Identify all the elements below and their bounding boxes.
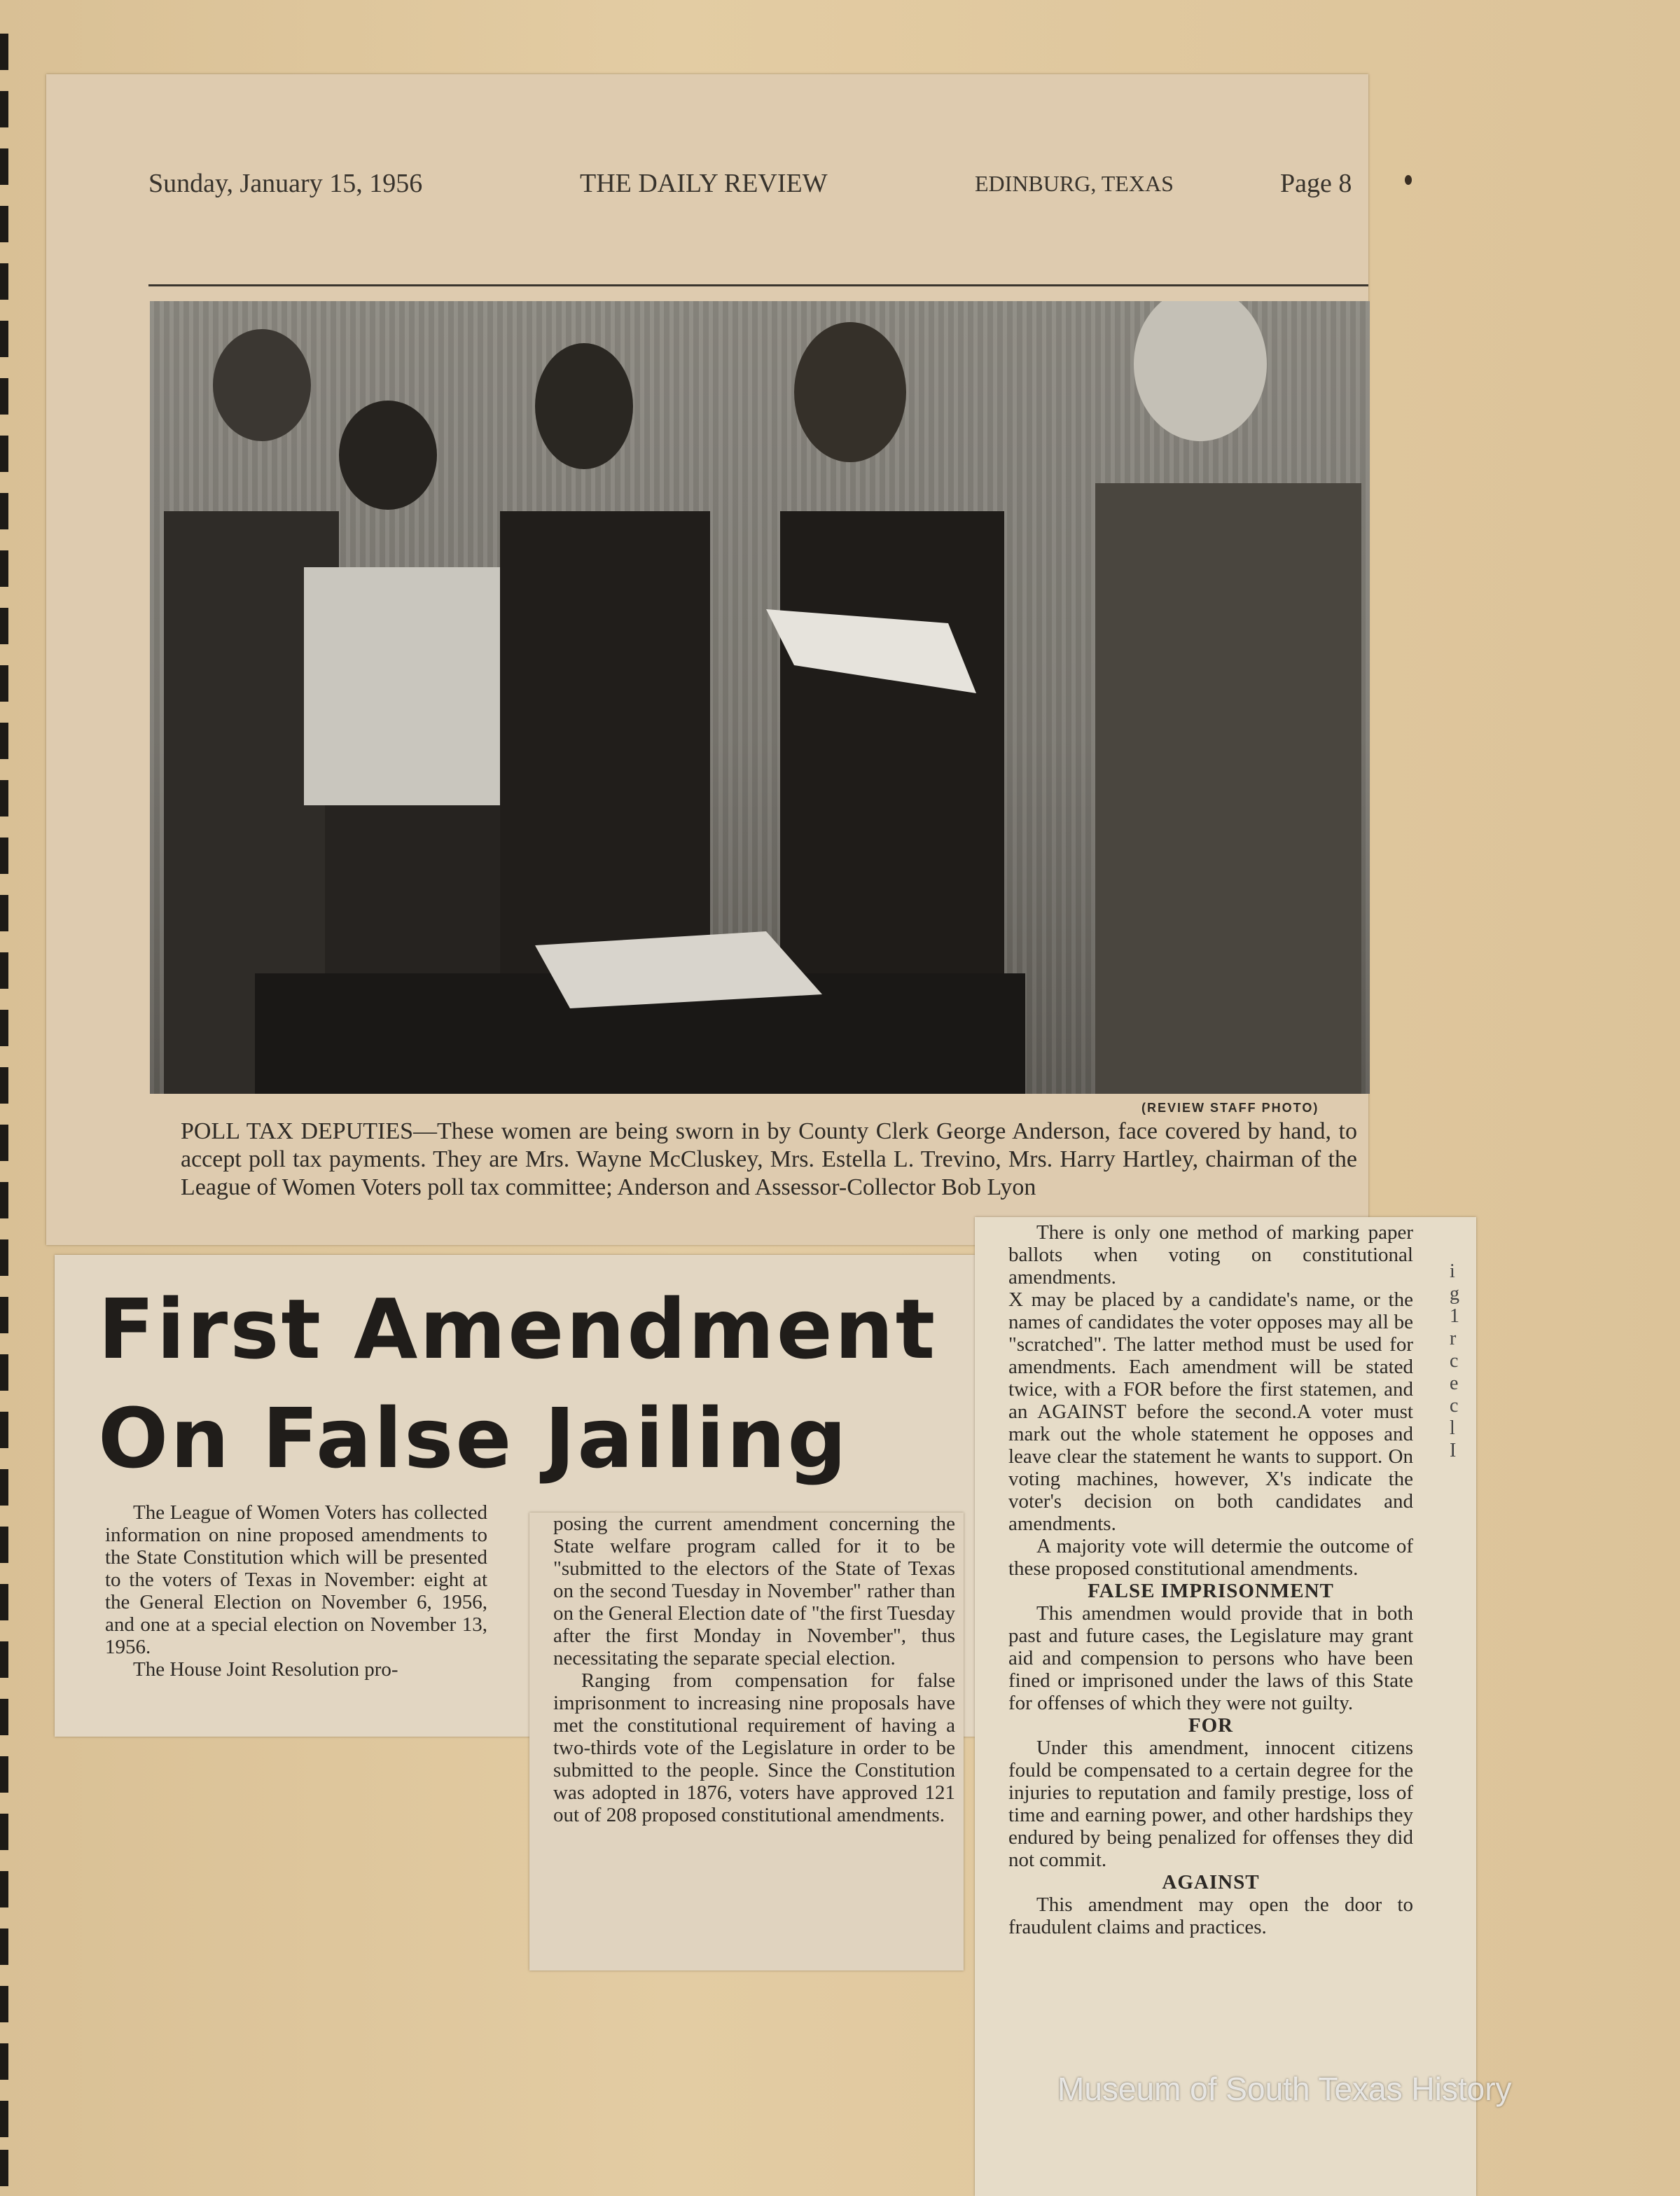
paragraph: Ranging from compensation for false imprisonment to increasing nine proposals have met the constitutional requirement of having a two-thirds vote of the Legislature in order to be submitted to the people. Since the Constitution was adopted in 1876, voters have approved 121 out of 208 proposed constitutional amendments.	[553, 1669, 955, 1826]
paragraph: There is only one method of marking paper ballots when voting on constitutional amendments.	[1008, 1221, 1413, 1288]
masthead-place: EDINBURG, TEXAS	[975, 171, 1174, 196]
paragraph: This amendmen would provide that in both past and future cases, the Legislature may grant aid and compension to persons who have been fined or imprisoned under the laws of this State for offenses of which they were not guilty.	[1008, 1602, 1413, 1714]
article-column-2	[553, 1513, 955, 1826]
masthead-rule	[148, 284, 1368, 286]
paragraph: Under this amendment, innocent citizens fould be compensated to a certain degree for the injuries to reputation and family prestige, loss of time and earning power, and other hardships they endured by being penalized for offenses they did not commit.	[1008, 1737, 1413, 1871]
masthead-paper: THE DAILY REVIEW	[580, 169, 828, 198]
headline-line-1: First Amendment	[98, 1281, 938, 1377]
section-heading-for: FOR	[1188, 1714, 1234, 1737]
article-headline	[98, 1274, 959, 1493]
news-photo	[150, 301, 1370, 1094]
cut-off-column-edge: i g 1 r c e c l I	[1450, 1260, 1459, 1461]
ink-smudge	[1405, 175, 1412, 185]
masthead-page: Page 8	[1280, 169, 1352, 198]
paragraph: The House Joint Resolution pro-	[133, 1658, 398, 1681]
paragraph: X may be placed by a candidate's name, or the names of candidates the voter opposes may all be "scratched". The latter method must be used for amendments. Each amendment will be stated twice, with a FOR before the first statemen, and an AGAINST before the second.A voter must mark out the whole statement he opposes and leave clear the statement he wants to support. On voting machines, however, X's indicate the voter's decision on both candidates and amendments.	[1008, 1288, 1413, 1535]
article-column-1	[105, 1501, 487, 1681]
masthead-date: Sunday, January 15, 1956	[148, 169, 423, 198]
museum-watermark: Museum of South Texas History	[1057, 2071, 1512, 2107]
masthead	[104, 168, 1368, 210]
paragraph: This amendment may open the door to fraudulent claims and practices.	[1008, 1893, 1413, 1938]
paragraph: posing the current amendment concerning the State welfare program called for it to be "submitted to the electors of the State of Texas on the second Tuesday in November" rather than on the General Election date of "the first Tuesday after the first Monday in November", thus necessitating the separate special election.	[553, 1513, 955, 1669]
headline-line-2: On False Jailing	[98, 1390, 849, 1487]
section-heading-against: AGAINST	[1162, 1871, 1260, 1893]
article-column-3	[1008, 1221, 1413, 1938]
paragraph: A majority vote will determie the outcome of these proposed constitutional amendments.	[1008, 1535, 1413, 1580]
paragraph: The League of Women Voters has collected information on nine proposed amendments to the State Constitution which will be presented to the voters of Texas in November: eight at the General Election on November 6, 1956, and one at a special election on November 13, 1956.	[105, 1501, 487, 1658]
photo-credit: (REVIEW STAFF PHOTO)	[1141, 1101, 1319, 1115]
spiral-binding	[0, 0, 10, 2196]
photo-caption: POLL TAX DEPUTIES—These women are being sworn in by County Clerk George Anderson, face covered by hand, to accept poll tax payments. They are Mrs. Wayne McCluskey, Mrs. Estella L. Trevino, Mrs. Harry Hartley, chairman of the League of Women Voters poll tax committee; Anderson and Assessor-Collector Bob Lyon	[181, 1118, 1357, 1200]
section-heading-false-imprisonment: FALSE IMPRISONMENT	[1088, 1580, 1334, 1602]
photo-figures	[150, 301, 1370, 1094]
